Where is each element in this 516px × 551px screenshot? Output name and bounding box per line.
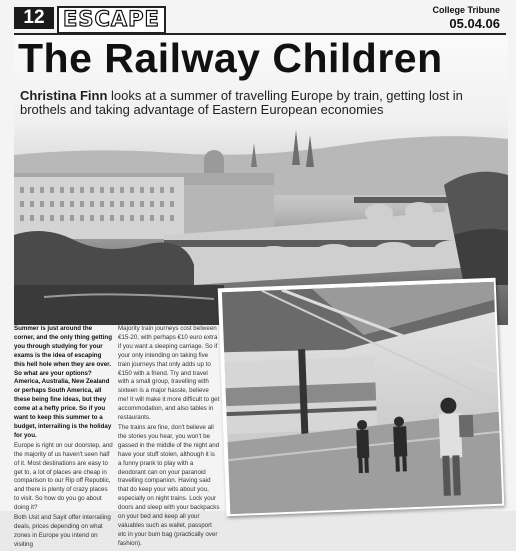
body-paragraph: Europe is right on our doorstep, and the majority of us haven't seen half of it. Most destinations are easy to get to, a lot of places are cheap in comparison to our Rip off Republic, and there is plenty of crazy places to visit. So how do you go about doing it? xyxy=(14,441,113,512)
author-name: Christina Finn xyxy=(20,88,108,103)
body-paragraph: The trains are fine, don't believe all the stories you hear, you won't be gassed in the middle of the night and have your stuff stolen, although it is a funny prank to play with a deodorant can on your paranoid travelling companion. Having said that do keep your wits about you, especially on night trains. Lock your doors and sleep with your backpacks on your bed and keep all your valuables such as wallet, passport etc in your bum bag (practically over fashion). xyxy=(118,423,220,547)
body-paragraph: Both Usit and Sayit offer interrailing deals, prices depending on what zones in Europe you intend on visiting xyxy=(14,514,111,548)
publication-name: College Tribune xyxy=(432,5,500,15)
page-number: 12 xyxy=(14,7,54,29)
publication-info xyxy=(432,5,500,31)
lead-paragraph: Summer is just around the corner, and the only thing getting you through studying for your exams is the idea of escaping this hell hole when they are over. So what are your options? America, Australia, New Zealand or perhaps South America, all these being fine ideas, but they come at a hefty price. So if you want to keep this summer to a budget, interrailing is the holiday for you. xyxy=(14,325,112,439)
page-header xyxy=(0,0,516,34)
issue-date: 05.04.06 xyxy=(449,16,500,31)
article-standfirst xyxy=(20,89,490,117)
article-column-2 xyxy=(118,325,220,550)
body-paragraph: Majority train journeys cost between €15-20, with perhaps €10 euro extra if you want a sleeping carriage. So if your only intending on taking five train journeys that only adds up to €150 with a friend. Try and travel with a small group, travelling with sixteen is a major hassle, believe me! It will make it more difficult to get accommodation, and also tables in restaurants. xyxy=(118,325,220,422)
train-station-photo xyxy=(218,278,505,517)
standfirst-text: looks at a summer of travelling Europe by train, getting lost in brothels and taking advantage of Eastern European economies xyxy=(20,88,463,117)
article-headline: The Railway Children xyxy=(18,35,443,81)
article-column-1 xyxy=(14,325,113,551)
section-title: ESCAPE xyxy=(57,6,166,34)
station-platform-image xyxy=(222,282,502,514)
